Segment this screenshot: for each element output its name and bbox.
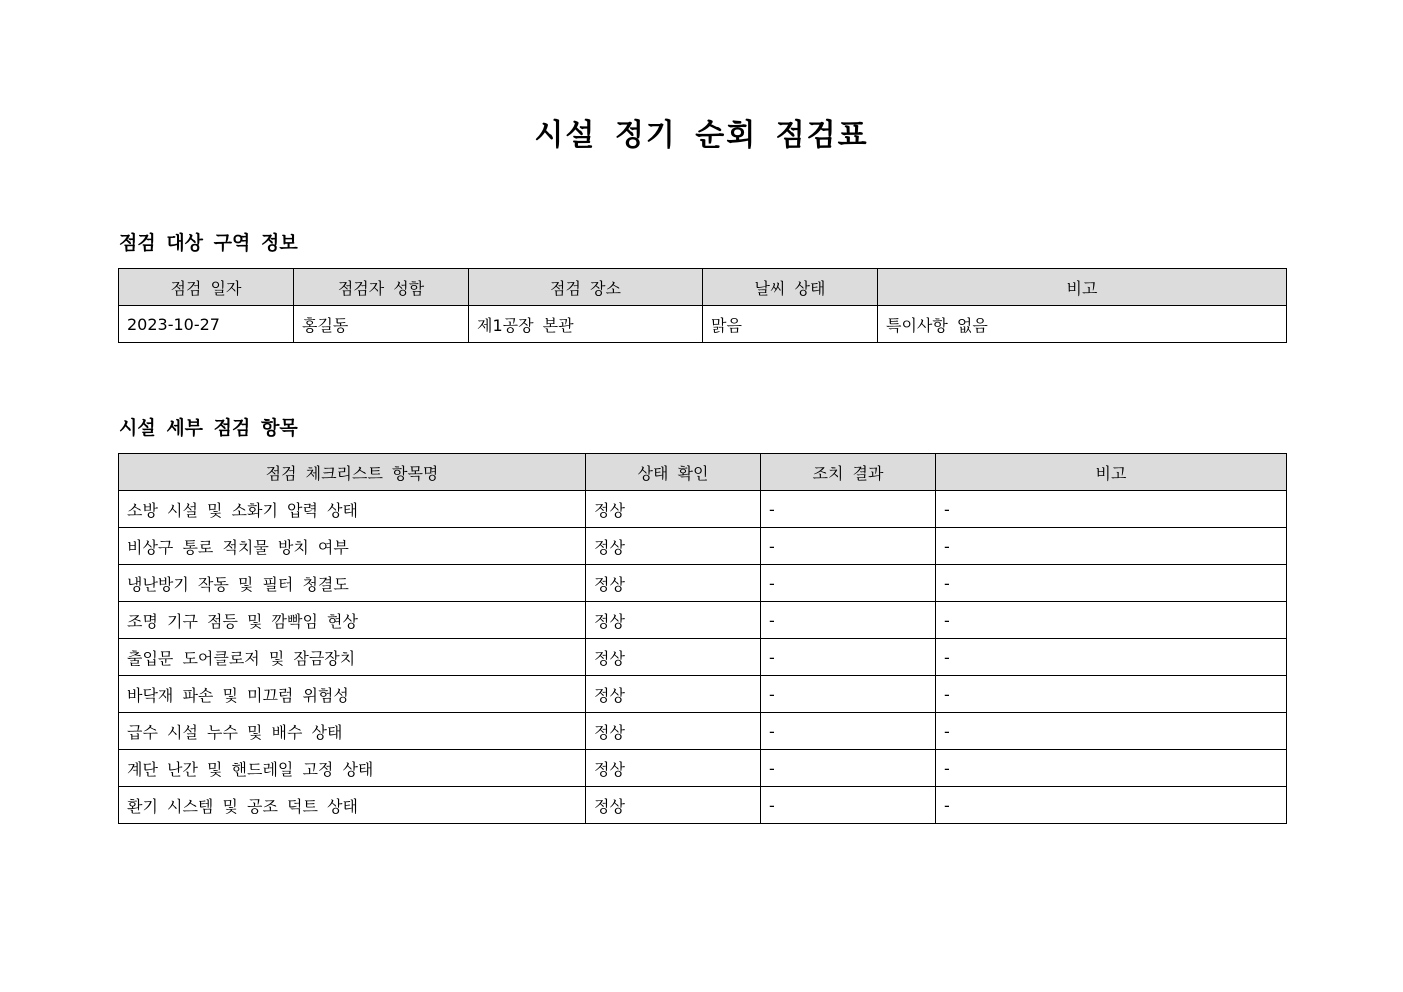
header-status: 상태 확인 bbox=[586, 454, 761, 491]
info-header-row bbox=[119, 269, 1287, 306]
status-value: 정상 bbox=[586, 676, 761, 713]
remarks-value: - bbox=[936, 639, 1287, 676]
table-row bbox=[119, 491, 1287, 528]
table-row bbox=[119, 528, 1287, 565]
table-row bbox=[119, 639, 1287, 676]
table-row bbox=[119, 565, 1287, 602]
action-result-value: - bbox=[761, 676, 936, 713]
status-value: 정상 bbox=[586, 750, 761, 787]
info-data-row bbox=[119, 306, 1287, 343]
remarks-value: - bbox=[936, 491, 1287, 528]
status-value: 정상 bbox=[586, 565, 761, 602]
checklist-item-name: 소방 시설 및 소화기 압력 상태 bbox=[119, 491, 586, 528]
check-section-heading: 시설 세부 점검 항목 bbox=[119, 417, 298, 439]
action-result-value: - bbox=[761, 602, 936, 639]
action-result-value: - bbox=[761, 787, 936, 824]
remarks-value: 특이사항 없음 bbox=[878, 306, 1287, 343]
checklist-item-name: 비상구 통로 적치물 방치 여부 bbox=[119, 528, 586, 565]
checklist-item-name: 계단 난간 및 핸드레일 고정 상태 bbox=[119, 750, 586, 787]
status-value: 정상 bbox=[586, 713, 761, 750]
weather-value: 맑음 bbox=[703, 306, 878, 343]
table-row bbox=[119, 750, 1287, 787]
remarks-value: - bbox=[936, 750, 1287, 787]
action-result-value: - bbox=[761, 528, 936, 565]
status-value: 정상 bbox=[586, 639, 761, 676]
table-row bbox=[119, 602, 1287, 639]
action-result-value: - bbox=[761, 565, 936, 602]
action-result-value: - bbox=[761, 713, 936, 750]
header-checklist-item: 점검 체크리스트 항목명 bbox=[119, 454, 586, 491]
status-value: 정상 bbox=[586, 602, 761, 639]
checklist-item-name: 급수 시설 누수 및 배수 상태 bbox=[119, 713, 586, 750]
remarks-value: - bbox=[936, 676, 1287, 713]
remarks-value: - bbox=[936, 528, 1287, 565]
checklist-item-name: 환기 시스템 및 공조 덕트 상태 bbox=[119, 787, 586, 824]
inspector-name-value: 홍길동 bbox=[294, 306, 469, 343]
inspection-date-value: 2023-10-27 bbox=[119, 306, 294, 343]
status-value: 정상 bbox=[586, 528, 761, 565]
action-result-value: - bbox=[761, 639, 936, 676]
info-section-heading: 점검 대상 구역 정보 bbox=[119, 232, 298, 254]
table-row bbox=[119, 676, 1287, 713]
header-action-result: 조치 결과 bbox=[761, 454, 936, 491]
checklist-item-name: 냉난방기 작동 및 필터 청결도 bbox=[119, 565, 586, 602]
info-table bbox=[118, 268, 1287, 343]
status-value: 정상 bbox=[586, 491, 761, 528]
header-inspector-name: 점검자 성함 bbox=[294, 269, 469, 306]
checklist-header-row bbox=[119, 454, 1287, 491]
action-result-value: - bbox=[761, 491, 936, 528]
document-title: 시설 정기 순회 점검표 bbox=[534, 118, 869, 153]
checklist-table bbox=[118, 453, 1287, 824]
table-row bbox=[119, 787, 1287, 824]
action-result-value: - bbox=[761, 750, 936, 787]
status-value: 정상 bbox=[586, 787, 761, 824]
remarks-value: - bbox=[936, 602, 1287, 639]
header-inspection-location: 점검 장소 bbox=[469, 269, 703, 306]
header-inspection-date: 점검 일자 bbox=[119, 269, 294, 306]
header-weather: 날씨 상태 bbox=[703, 269, 878, 306]
table-row bbox=[119, 713, 1287, 750]
remarks-value: - bbox=[936, 713, 1287, 750]
remarks-value: - bbox=[936, 565, 1287, 602]
remarks-value: - bbox=[936, 787, 1287, 824]
header-remarks: 비고 bbox=[878, 269, 1287, 306]
checklist-item-name: 바닥재 파손 및 미끄럼 위험성 bbox=[119, 676, 586, 713]
header-check-remarks: 비고 bbox=[936, 454, 1287, 491]
checklist-item-name: 출입문 도어클로저 및 잠금장치 bbox=[119, 639, 586, 676]
inspection-location-value: 제1공장 본관 bbox=[469, 306, 703, 343]
checklist-item-name: 조명 기구 점등 및 깜빡임 현상 bbox=[119, 602, 586, 639]
